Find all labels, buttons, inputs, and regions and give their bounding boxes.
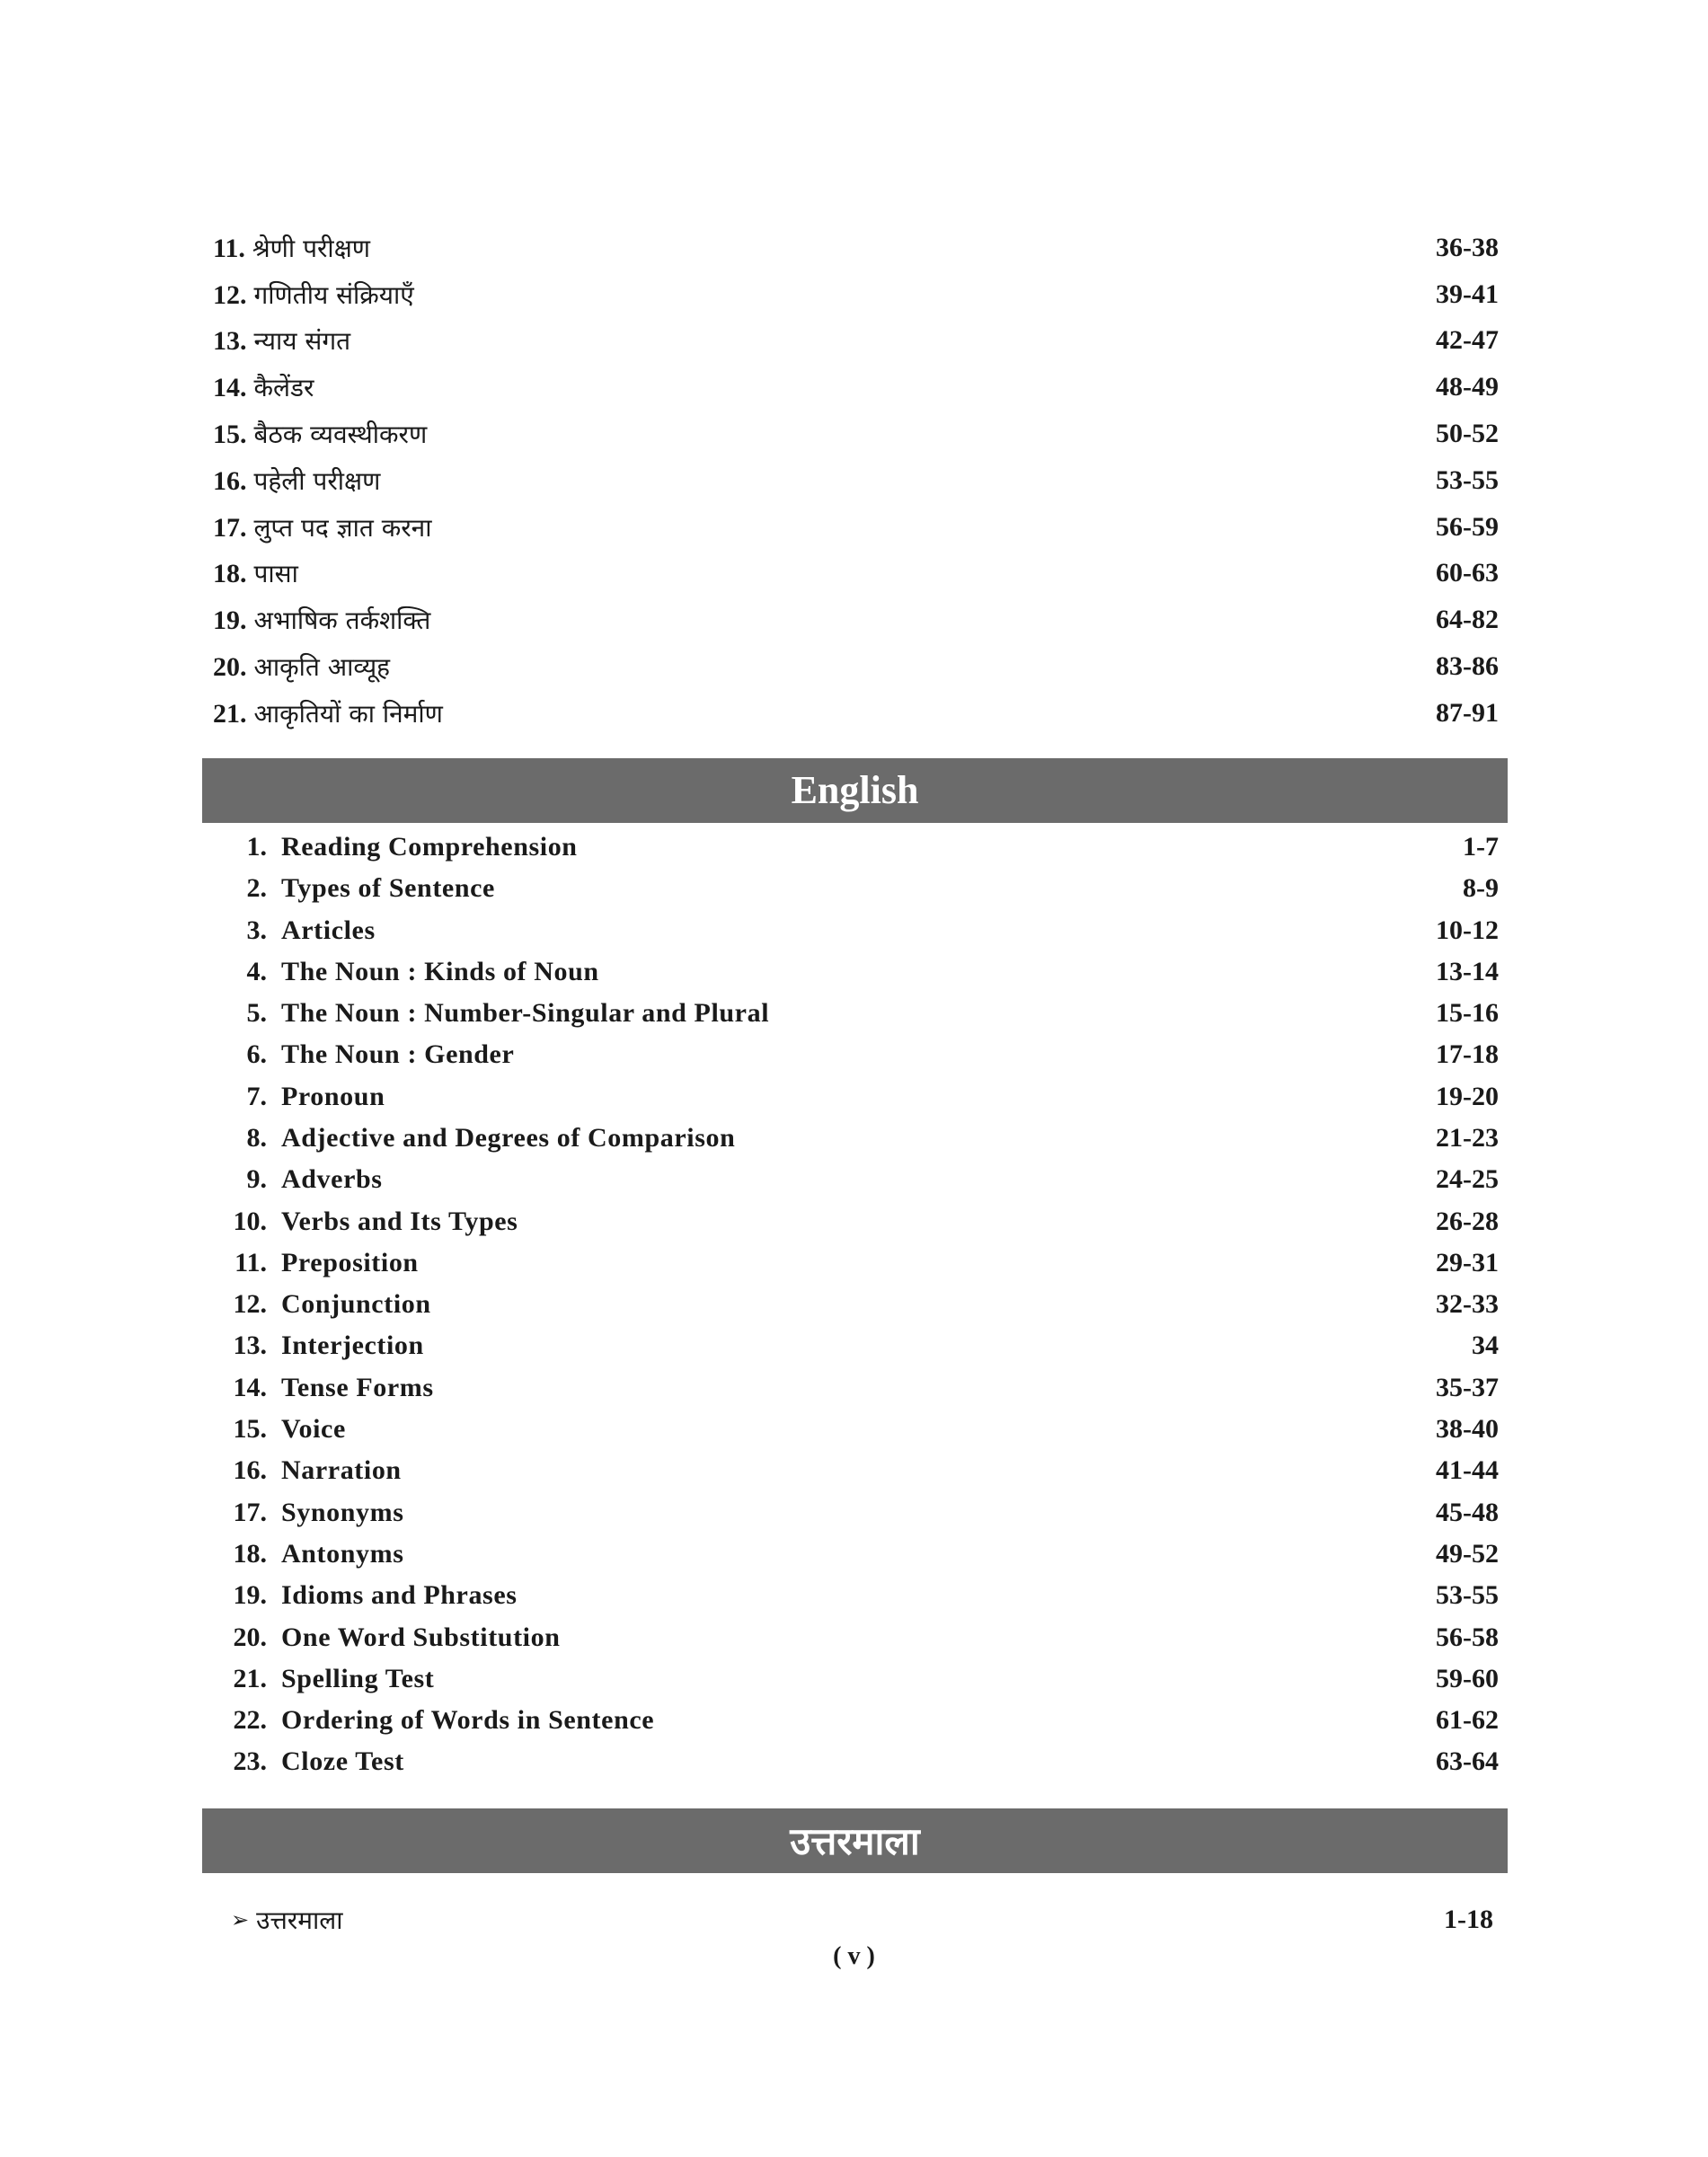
toc-row-number: 8. bbox=[246, 1122, 267, 1153]
toc-row-number: 14. bbox=[213, 373, 247, 403]
toc-row-pages: 49-52 bbox=[1436, 1538, 1499, 1569]
toc-row-label bbox=[213, 370, 314, 404]
toc-row[interactable] bbox=[220, 1076, 1499, 1118]
toc-row[interactable] bbox=[220, 1367, 1499, 1409]
toc-row-pages: 56-58 bbox=[1436, 1622, 1499, 1652]
toc-row-number: 5. bbox=[246, 998, 267, 1029]
toc-row-title: Tense Forms bbox=[281, 1372, 434, 1402]
toc-row[interactable] bbox=[213, 411, 1499, 457]
toc-row[interactable] bbox=[220, 1118, 1499, 1159]
answers-item-title: उत्तरमाला bbox=[256, 1905, 343, 1935]
toc-row-number: 17. bbox=[213, 512, 247, 543]
toc-row-number: 1. bbox=[246, 831, 267, 862]
toc-row-label bbox=[213, 231, 370, 265]
toc-row[interactable] bbox=[220, 1700, 1499, 1741]
toc-row-number: 17. bbox=[233, 1497, 267, 1527]
toc-row-pages: 8-9 bbox=[1463, 873, 1499, 904]
toc-row-pages: 34 bbox=[1472, 1330, 1499, 1361]
toc-row-title: पासा bbox=[253, 559, 298, 589]
toc-row-label bbox=[213, 556, 298, 590]
toc-row[interactable] bbox=[220, 1658, 1499, 1700]
toc-row[interactable] bbox=[213, 690, 1499, 737]
toc-row-number: 19. bbox=[233, 1580, 267, 1611]
toc-row-pages: 26-28 bbox=[1436, 1206, 1499, 1236]
toc-row-pages: 38-40 bbox=[1436, 1414, 1499, 1445]
toc-row-pages: 61-62 bbox=[1436, 1705, 1499, 1736]
toc-row-number: 21. bbox=[213, 698, 247, 729]
toc-row-pages: 19-20 bbox=[1436, 1081, 1499, 1111]
toc-row-label bbox=[213, 650, 390, 684]
toc-row-number: 18. bbox=[233, 1538, 267, 1569]
toc-row[interactable] bbox=[220, 1409, 1499, 1450]
toc-row-title: लुप्त पद ज्ञात करना bbox=[253, 512, 432, 543]
toc-row-title: आकृतियों का निर्माण bbox=[253, 698, 443, 729]
toc-row-label bbox=[213, 417, 427, 451]
answers-item-left bbox=[231, 1903, 343, 1937]
toc-row-number: 2. bbox=[246, 873, 267, 904]
toc-row-title: Verbs and Its Types bbox=[281, 1206, 518, 1236]
toc-row-pages: 32-33 bbox=[1436, 1289, 1499, 1320]
toc-row-pages: 83-86 bbox=[1436, 651, 1499, 682]
toc-row[interactable] bbox=[220, 868, 1499, 909]
toc-row-number: 20. bbox=[213, 652, 247, 683]
toc-row-pages: 10-12 bbox=[1436, 915, 1499, 945]
toc-row-label bbox=[213, 278, 414, 312]
toc-row-title: Spelling Test bbox=[281, 1663, 435, 1693]
toc-row-number: 12. bbox=[213, 279, 247, 310]
toc-row-number: 11. bbox=[235, 1247, 267, 1277]
toc-row-number: 21. bbox=[233, 1663, 267, 1693]
toc-row-title: बैठक व्यवस्थीकरण bbox=[253, 420, 428, 450]
toc-row-title: Interjection bbox=[281, 1330, 424, 1361]
toc-row-title: Preposition bbox=[281, 1247, 419, 1277]
toc-row-pages: 15-16 bbox=[1436, 998, 1499, 1029]
toc-row-number: 20. bbox=[233, 1622, 267, 1652]
toc-row-number: 13. bbox=[233, 1330, 267, 1361]
toc-row-title: Reading Comprehension bbox=[281, 831, 578, 862]
hindi-reasoning-list bbox=[202, 225, 1508, 737]
toc-row-number: 14. bbox=[233, 1372, 267, 1402]
english-chapter-list bbox=[202, 827, 1508, 1783]
english-heading-text: English bbox=[791, 768, 919, 813]
toc-row[interactable] bbox=[220, 1159, 1499, 1200]
toc-row-title: The Noun : Kinds of Noun bbox=[281, 956, 599, 986]
toc-row-title: Ordering of Words in Sentence bbox=[281, 1705, 655, 1736]
toc-row-pages: 36-38 bbox=[1436, 232, 1499, 262]
page-number: ( v ) bbox=[833, 1942, 875, 1970]
toc-row[interactable] bbox=[213, 318, 1499, 365]
toc-row[interactable] bbox=[213, 597, 1499, 643]
toc-row-title: गणितीय संक्रियाएँ bbox=[253, 279, 414, 310]
toc-row-number: 13. bbox=[213, 326, 247, 357]
toc-row[interactable] bbox=[213, 643, 1499, 690]
toc-row-pages: 63-64 bbox=[1436, 1746, 1499, 1777]
toc-row-title: Articles bbox=[281, 915, 376, 945]
toc-row-pages: 24-25 bbox=[1436, 1164, 1499, 1195]
toc-row-number: 9. bbox=[246, 1164, 267, 1195]
toc-row-label bbox=[213, 510, 431, 544]
toc-row[interactable] bbox=[220, 1534, 1499, 1575]
toc-row-pages: 48-49 bbox=[1436, 372, 1499, 402]
toc-row-label bbox=[213, 603, 430, 637]
toc-row-pages: 60-63 bbox=[1436, 558, 1499, 588]
toc-row-number: 19. bbox=[213, 606, 247, 636]
toc-row-number: 11. bbox=[213, 233, 245, 263]
arrow-bullet-icon: ➢ bbox=[231, 1906, 250, 1932]
toc-row-pages: 56-59 bbox=[1436, 511, 1499, 542]
toc-row[interactable] bbox=[220, 1450, 1499, 1491]
english-section-heading bbox=[202, 758, 1508, 823]
toc-row-number: 23. bbox=[233, 1746, 267, 1777]
toc-row-number: 7. bbox=[246, 1081, 267, 1111]
toc-row-label bbox=[213, 696, 443, 730]
toc-row-title: न्याय संगत bbox=[253, 326, 351, 357]
toc-row-title: Conjunction bbox=[281, 1289, 431, 1320]
table-of-contents-page bbox=[202, 225, 1508, 1940]
toc-row[interactable] bbox=[220, 1242, 1499, 1284]
toc-row-title: Adjective and Degrees of Comparison bbox=[281, 1122, 736, 1153]
toc-row-pages: 50-52 bbox=[1436, 419, 1499, 449]
toc-row-label bbox=[213, 323, 350, 358]
toc-row-number: 4. bbox=[246, 956, 267, 986]
toc-row[interactable] bbox=[220, 1034, 1499, 1075]
toc-row-title: Adverbs bbox=[281, 1164, 383, 1195]
toc-row-title: श्रेणी परीक्षण bbox=[252, 233, 371, 263]
toc-row-pages: 53-55 bbox=[1436, 1580, 1499, 1611]
toc-row-number: 15. bbox=[213, 420, 247, 450]
toc-row-title: आकृति आव्यूह bbox=[253, 652, 391, 683]
toc-row[interactable] bbox=[220, 951, 1499, 993]
toc-row[interactable] bbox=[220, 1284, 1499, 1325]
toc-row-pages: 13-14 bbox=[1436, 956, 1499, 986]
toc-row-pages: 59-60 bbox=[1436, 1663, 1499, 1693]
toc-row-number: 16. bbox=[233, 1455, 267, 1486]
toc-row-pages: 21-23 bbox=[1436, 1122, 1499, 1153]
toc-row-pages: 1-7 bbox=[1463, 831, 1499, 862]
answers-list-item[interactable] bbox=[202, 1900, 1508, 1940]
toc-row-pages: 39-41 bbox=[1436, 278, 1499, 309]
toc-row-pages: 29-31 bbox=[1436, 1247, 1499, 1277]
toc-row-number: 22. bbox=[233, 1705, 267, 1736]
toc-row[interactable] bbox=[220, 1575, 1499, 1616]
toc-row-number: 16. bbox=[213, 465, 247, 496]
toc-row[interactable] bbox=[220, 1325, 1499, 1366]
toc-row-pages: 64-82 bbox=[1436, 605, 1499, 635]
toc-row-pages: 41-44 bbox=[1436, 1455, 1499, 1486]
toc-row-number: 3. bbox=[246, 915, 267, 945]
toc-row-title: Synonyms bbox=[281, 1497, 404, 1527]
toc-row[interactable] bbox=[213, 225, 1499, 271]
toc-row-number: 12. bbox=[233, 1289, 267, 1320]
toc-row[interactable] bbox=[220, 1741, 1499, 1782]
toc-row[interactable] bbox=[220, 909, 1499, 950]
toc-row[interactable] bbox=[213, 271, 1499, 318]
toc-row-pages: 17-18 bbox=[1436, 1039, 1499, 1070]
toc-row[interactable] bbox=[220, 1616, 1499, 1658]
toc-row[interactable] bbox=[213, 364, 1499, 411]
toc-row[interactable] bbox=[220, 1492, 1499, 1534]
toc-row-title: अभाषिक तर्कशक्ति bbox=[253, 606, 431, 636]
toc-row-number: 10. bbox=[233, 1206, 267, 1236]
toc-row[interactable] bbox=[213, 457, 1499, 504]
toc-row-title: The Noun : Gender bbox=[281, 1039, 515, 1070]
answers-section-heading bbox=[202, 1808, 1508, 1873]
toc-row-number: 15. bbox=[233, 1414, 267, 1445]
toc-row-label bbox=[213, 464, 380, 498]
answers-item-pages: 1-18 bbox=[1444, 1904, 1493, 1934]
toc-row-title: Cloze Test bbox=[281, 1746, 404, 1777]
toc-row[interactable] bbox=[220, 827, 1499, 868]
toc-row-title: कैलेंडर bbox=[253, 373, 314, 403]
toc-row-title: The Noun : Number-Singular and Plural bbox=[281, 998, 770, 1029]
toc-row-title: Types of Sentence bbox=[281, 873, 495, 904]
toc-row-title: Idioms and Phrases bbox=[281, 1580, 518, 1611]
toc-row[interactable] bbox=[213, 504, 1499, 551]
toc-row-number: 6. bbox=[246, 1039, 267, 1070]
answers-heading-text: उत्तरमाला bbox=[790, 1819, 920, 1864]
toc-row-pages: 42-47 bbox=[1436, 325, 1499, 356]
toc-row-pages: 87-91 bbox=[1436, 697, 1499, 728]
toc-row-title: One Word Substitution bbox=[281, 1622, 561, 1652]
toc-row-pages: 53-55 bbox=[1436, 464, 1499, 495]
toc-row-pages: 35-37 bbox=[1436, 1372, 1499, 1402]
toc-row-number: 18. bbox=[213, 559, 247, 589]
toc-row-title: पहेली परीक्षण bbox=[253, 465, 381, 496]
toc-row[interactable] bbox=[220, 1200, 1499, 1242]
toc-row-title: Voice bbox=[281, 1414, 346, 1445]
toc-row-title: Antonyms bbox=[281, 1538, 404, 1569]
toc-row-title: Narration bbox=[281, 1455, 402, 1486]
toc-row[interactable] bbox=[220, 993, 1499, 1034]
toc-row-title: Pronoun bbox=[281, 1081, 385, 1111]
toc-row[interactable] bbox=[213, 551, 1499, 597]
toc-row-pages: 45-48 bbox=[1436, 1497, 1499, 1527]
